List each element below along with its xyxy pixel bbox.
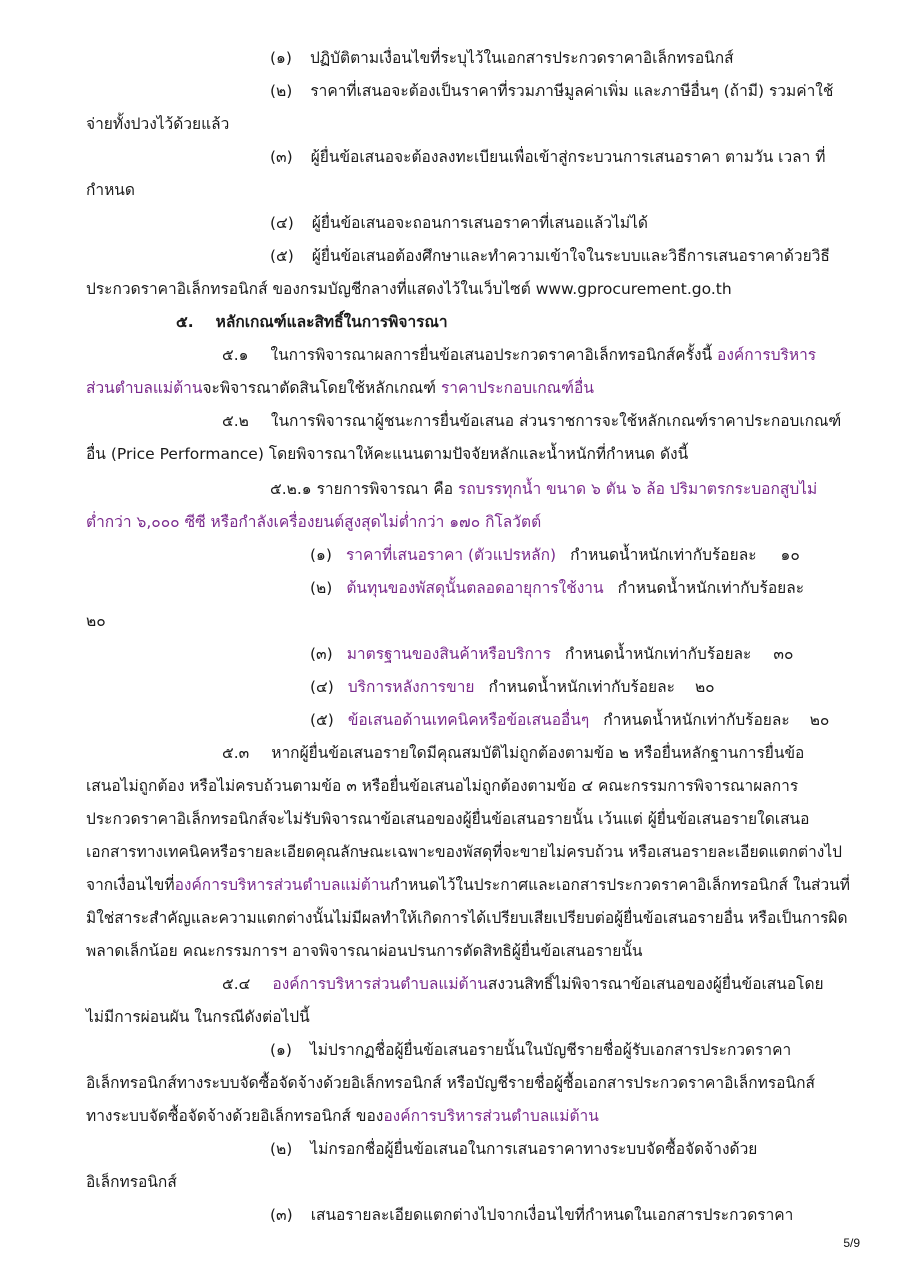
criterion-name: ราคาที่เสนอราคา (ตัวแปรหลัก): [345, 546, 557, 564]
criterion-weight-label: กำหนดน้ำหนักเท่ากับร้อยละ: [570, 546, 757, 564]
clause-text: จะพิจารณาตัดสินโดยใช้หลักเกณฑ์: [202, 379, 441, 397]
criterion-weight: ๒๐: [809, 711, 830, 729]
item-description: ต่ำกว่า ๖,๐๐๐ ซีซี หรือกำลังเครื่องยนต์สูงสุดไม่ต่ำกว่า ๑๗๐ กิโลวัตต์: [86, 513, 542, 531]
item-text: ผู้ยื่นข้อเสนอจะต้องลงทะเบียนเพื่อเข้าสู่กระบวนการเสนอราคา ตามวัน เวลา ที่: [310, 148, 826, 166]
exclusion-1-cont: [86, 1105, 599, 1127]
item-num: (๓): [270, 1206, 293, 1224]
criterion-num: (๒): [310, 579, 333, 597]
item-description: รถบรรทุกน้ำ ขนาด ๖ ตัน ๖ ล้อ ปริมาตรกระบอกสูบไม่: [458, 480, 818, 498]
clause-5-3-line: พลาดเล็กน้อย คณะกรรมการฯ อาจพิจารณาผ่อนปรนการตัดสิทธิผู้ยื่นข้อเสนอรายนั้น: [86, 942, 643, 960]
clause-num: ๕.๓: [222, 744, 250, 762]
criterion-2: [310, 577, 804, 599]
item-text: ผู้ยื่นข้อเสนอต้องศึกษาและทำความเข้าใจในระบบและวิธีการเสนอราคาด้วยวิธี: [311, 247, 830, 265]
criterion-1: [310, 544, 800, 566]
clause-5-3-line: [86, 874, 850, 896]
clause-5-3-line: ประกวดราคาอิเล็กทรอนิกส์จะไม่รับพิจารณาข้อเสนอของผู้ยื่นข้อเสนอรายนั้น เว้นแต่ ผู้ยื่นข้อเสนอรายใดเสนอ: [86, 810, 810, 828]
org-name: องค์การบริหารส่วนตำบลแม่ต้าน: [383, 1107, 599, 1125]
clause-5-2-cont: อื่น (Price Performance) โดยพิจารณาให้คะแนนตามปัจจัยหลักและน้ำหนักที่กำหนด ดังนี้: [86, 445, 689, 463]
section-title: หลักเกณฑ์และสิทธิ์ในการพิจารณา: [215, 313, 448, 331]
clause-5-4-cont: ไม่มีการผ่อนผัน ในกรณีดังต่อไปนี้: [86, 1008, 310, 1026]
clause-5-2-1-cont: [86, 511, 541, 533]
item-3-cont: กำหนด: [86, 181, 135, 199]
item-5: [270, 245, 830, 267]
clause-num: ๕.๒: [222, 412, 249, 430]
clause-num: ๕.๑: [222, 346, 249, 364]
item-text: ผู้ยื่นข้อเสนอจะถอนการเสนอราคาที่เสนอแล้วไม่ได้: [311, 214, 648, 232]
criterion-weight: ๓๐: [773, 645, 794, 663]
clause-text: ๕.๒.๑ รายการพิจารณา คือ: [270, 480, 459, 498]
item-1: [270, 47, 734, 69]
item-2: [270, 80, 833, 102]
criterion-name: มาตรฐานของสินค้าหรือบริการ: [346, 645, 551, 663]
criterion-3: [310, 643, 793, 665]
clause-5-2: [222, 410, 841, 432]
clause-5-3: [222, 742, 804, 764]
criterion-num: (๓): [310, 645, 333, 663]
item-text: ไม่กรอกชื่อผู้ยื่นข้อเสนอในการเสนอราคาทางระบบจัดซื้อจัดจ้างด้วย: [310, 1140, 758, 1158]
clause-5-1: [222, 344, 816, 366]
clause-text: ในการพิจารณาผู้ชนะการยื่นข้อเสนอ ส่วนราชการจะใช้หลักเกณฑ์ราคาประกอบเกณฑ์: [270, 412, 842, 430]
clause-5-2-1: [270, 478, 817, 500]
criterion-weight: ๒๐: [694, 678, 715, 696]
item-num: (๒): [270, 1140, 293, 1158]
item-num: (๔): [270, 214, 294, 232]
criterion-name: ข้อเสนอด้านเทคนิคหรือข้อเสนออื่นๆ: [347, 711, 590, 729]
criterion-num: (๑): [310, 546, 332, 564]
criterion-weight-label: กำหนดน้ำหนักเท่ากับร้อยละ: [603, 711, 790, 729]
criteria-name: ราคาประกอบเกณฑ์อื่น: [440, 379, 594, 397]
item-text: ไม่ปรากฏชื่อผู้ยื่นข้อเสนอรายนั้นในบัญชีรายชื่อผู้รับเอกสารประกวดราคา: [309, 1041, 792, 1059]
criterion-weight: ๑๐: [780, 546, 800, 564]
clause-5-3-line: เอกสารทางเทคนิคหรือรายละเอียดคุณลักษณะเฉพาะของพัสดุที่จะขายไม่ครบถ้วน หรือเสนอรายละเอียดแตกต่างไป: [86, 843, 843, 861]
item-num: (๓): [270, 148, 293, 166]
org-name: องค์การบริหาร: [717, 346, 817, 364]
criterion-name: บริการหลังการขาย: [347, 678, 475, 696]
item-3: [270, 146, 826, 168]
clause-text: จากเงื่อนไขที่: [86, 876, 175, 894]
item-text: ปฏิบัติตามเงื่อนไขที่ระบุไว้ในเอกสารประกวดราคาอิเล็กทรอนิกส์: [309, 49, 734, 67]
criterion-5: [310, 709, 829, 731]
clause-text: กำหนดไว้ในประกาศและเอกสารประกวดราคาอิเล็กทรอนิกส์ ในส่วนที่: [390, 876, 851, 894]
clause-text: ในการพิจารณาผลการยื่นข้อเสนอประกวดราคาอิเล็กทรอนิกส์ครั้งนี้: [270, 346, 718, 364]
item-num: (๒): [270, 82, 293, 100]
exclusion-2-cont: อิเล็กทรอนิกส์: [86, 1173, 177, 1191]
exclusion-1-cont: อิเล็กทรอนิกส์ทางระบบจัดซื้อจัดจ้างด้วยอิเล็กทรอนิกส์ หรือบัญชีรายชื่อผู้ซื้อเอกสารประกวดราคาอิเล็กทรอนิกส์: [86, 1074, 815, 1092]
clause-5-3-line: เสนอไม่ถูกต้อง หรือไม่ครบถ้วนตามข้อ ๓ หรือยื่นข้อเสนอไม่ถูกต้องตามข้อ ๔ คณะกรรมการพิจารณาผลการ: [86, 777, 799, 795]
item-num: (๑): [270, 49, 292, 67]
clause-num: ๕.๔: [222, 975, 251, 993]
exclusion-3: [270, 1204, 793, 1226]
clause-5-3-line: มิใช่สาระสำคัญและความแตกต่างนั้นไม่มีผลทำให้เกิดการได้เปรียบเสียเปรียบต่อผู้ยื่นข้อเสนอรายอื่น หรือเป็นการผิด: [86, 909, 848, 927]
clause-text: หากผู้ยื่นข้อเสนอรายใดมีคุณสมบัติไม่ถูกต้องตามข้อ ๒ หรือยื่นหลักฐานการยื่นข้อ: [271, 744, 805, 762]
criterion-weight-label: กำหนดน้ำหนักเท่ากับร้อยละ: [617, 579, 805, 597]
clause-5-4: [222, 973, 824, 995]
criterion-weight-label: กำหนดน้ำหนักเท่ากับร้อยละ: [564, 645, 752, 663]
item-4: [270, 212, 648, 234]
item-text: ราคาที่เสนอจะต้องเป็นราคาที่รวมภาษีมูลค่าเพิ่ม และภาษีอื่นๆ (ถ้ามี) รวมค่าใช้: [310, 82, 834, 100]
item-num: (๑): [270, 1041, 292, 1059]
criterion-2-weight: ๒๐: [86, 612, 106, 630]
item-num: (๕): [270, 247, 294, 265]
org-name: องค์การบริหารส่วนตำบลแม่ต้าน: [174, 876, 391, 894]
org-name: องค์การบริหารส่วนตำบลแม่ต้าน: [272, 975, 488, 993]
clause-5-1-cont: [86, 377, 594, 399]
item-text: เสนอรายละเอียดแตกต่างไปจากเงื่อนไขที่กำหนดในเอกสารประกวดราคา: [310, 1206, 794, 1224]
criterion-num: (๔): [310, 678, 334, 696]
exclusion-1: [270, 1039, 791, 1061]
criterion-num: (๕): [310, 711, 334, 729]
criterion-weight-label: กำหนดน้ำหนักเท่ากับร้อยละ: [488, 678, 675, 696]
item-text: ทางระบบจัดซื้อจัดจ้างด้วยอิเล็กทรอนิกส์ ของ: [86, 1107, 384, 1125]
item-2-cont: จ่ายทั้งปวงไว้ด้วยแล้ว: [86, 115, 230, 133]
criterion-name: ต้นทุนของพัสดุนั้นตลอดอายุการใช้งาน: [346, 579, 604, 597]
exclusion-2: [270, 1138, 757, 1160]
criterion-4: [310, 676, 715, 698]
page-number: 5/9: [843, 1236, 860, 1250]
item-5-cont: ประกวดราคาอิเล็กทรอนิกส์ ของกรมบัญชีกลางที่แสดงไว้ในเว็บไซต์ www.gprocurement.go.th: [86, 280, 732, 298]
section-num: ๕.: [176, 313, 194, 331]
org-name: ส่วนตำบลแม่ต้าน: [86, 379, 203, 397]
section-heading: [176, 311, 448, 333]
clause-text: สงวนสิทธิ์ไม่พิจารณาข้อเสนอของผู้ยื่นข้อเสนอโดย: [487, 975, 824, 993]
